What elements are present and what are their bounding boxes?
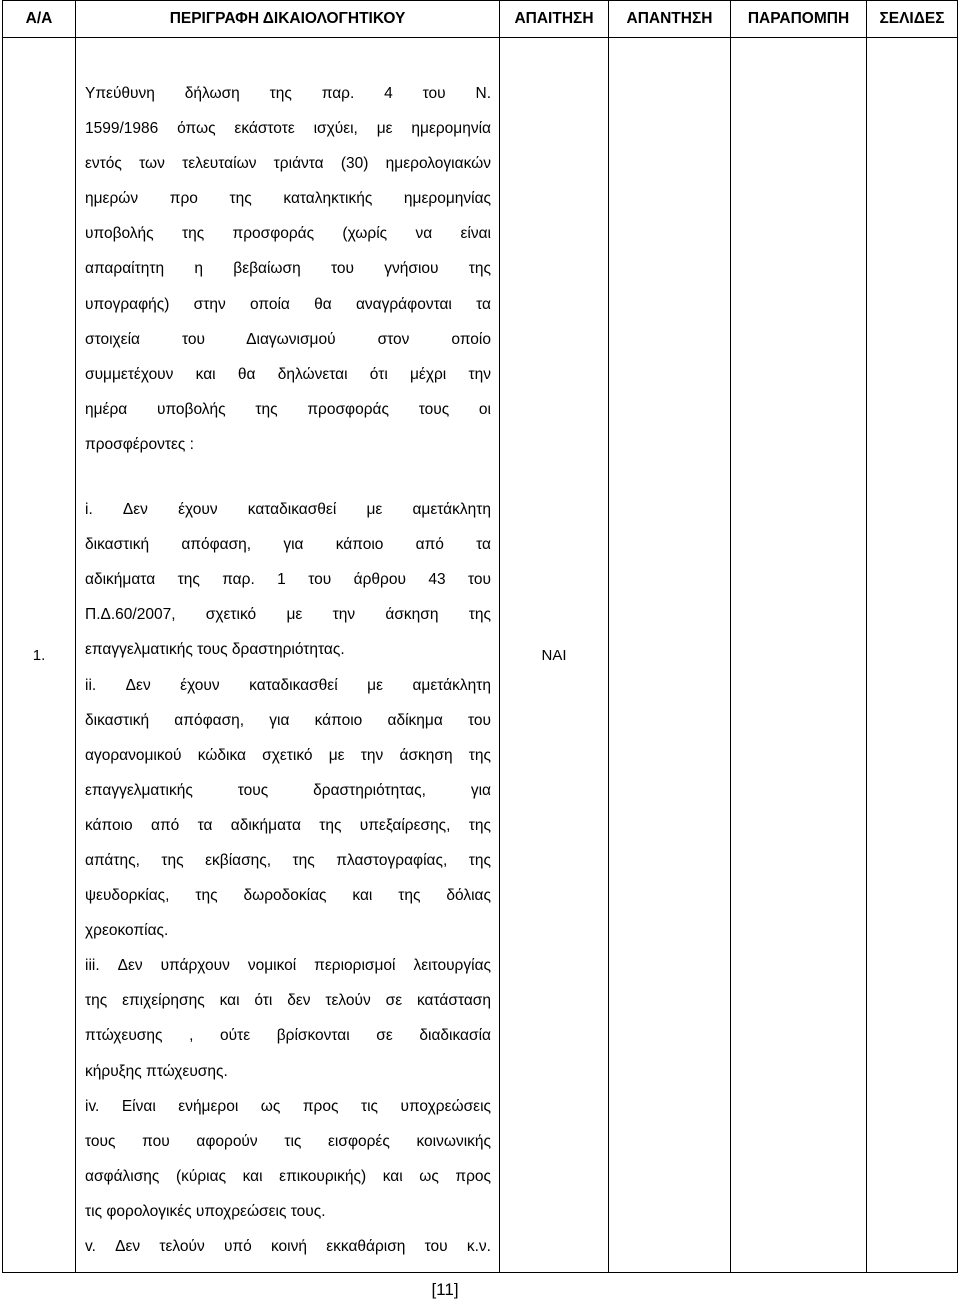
header-row bbox=[3, 1, 958, 38]
desc-line: συμμετέχουν και θα δηλώνεται ότι μέχρι την bbox=[85, 365, 491, 383]
header-pages: ΣΕΛΙΔΕΣ bbox=[867, 1, 958, 38]
answer-cell bbox=[609, 38, 731, 1273]
page-number: [11] bbox=[431, 1280, 459, 1299]
list-item-line: δικαστική απόφαση, για κάποιο από τα bbox=[85, 536, 491, 554]
header-aa: Α/Α bbox=[3, 1, 76, 38]
list-item-line: αγορανομικού κώδικα σχετικό με την άσκηση της bbox=[85, 746, 491, 764]
header-requirement: ΑΠΑΙΤΗΣΗ bbox=[500, 1, 609, 38]
list-item-line: δικαστική απόφαση, για κάποιο αδίκημα του bbox=[85, 711, 491, 729]
header-reference: ΠΑΡΑΠΟΜΠΗ bbox=[731, 1, 867, 38]
row-number: 1. bbox=[3, 38, 76, 1273]
list-item-line: τους που αφορούν τις εισφορές κοινωνικής bbox=[85, 1132, 491, 1150]
list-item-line: αδικήματα της παρ. 1 του άρθρου 43 του bbox=[85, 571, 491, 589]
list-item-line: iii. Δεν υπάρχουν νομικοί περιορισμοί λειτουργίας bbox=[85, 957, 491, 975]
list-item-line: ii. Δεν έχουν καταδικασθεί με αμετάκλητη bbox=[85, 676, 491, 694]
desc-line: ημέρα υποβολής της προσφοράς τους οι bbox=[85, 400, 491, 418]
list-item-line: iv. Είναι ενήμεροι ως προς τις υποχρεώσεις bbox=[85, 1097, 491, 1115]
intro-text bbox=[85, 76, 491, 462]
desc-line: υποβολής της προσφοράς (χωρίς να είναι bbox=[85, 225, 491, 243]
items-list bbox=[85, 492, 491, 1264]
requirement-cell: ΝΑΙ bbox=[500, 38, 609, 1273]
list-item-line: απάτης, της εκβίασης, της πλαστογραφίας, της bbox=[85, 851, 491, 869]
table-row bbox=[3, 38, 958, 1273]
desc-line: εντός των τελευταίων τριάντα (30) ημερολογιακών bbox=[85, 155, 491, 173]
list-item-line: κάποιο από τα αδικήματα της υπεξαίρεσης, της bbox=[85, 816, 491, 834]
desc-line: 1599/1986 όπως εκάστοτε ισχύει, με ημερομηνία bbox=[85, 120, 491, 138]
description-cell bbox=[76, 38, 500, 1273]
desc-line: Υπεύθυνη δήλωση της παρ. 4 του Ν. bbox=[85, 85, 491, 102]
requirements-table bbox=[2, 0, 958, 1273]
list-item-line: της επιχείρησης και ότι δεν τελούν σε κατάσταση bbox=[85, 992, 491, 1010]
list-item-line: v. Δεν τελούν υπό κοινή εκκαθάριση του κ.ν. bbox=[85, 1238, 491, 1255]
desc-line: απαραίτητη η βεβαίωση του γνήσιου της bbox=[85, 260, 491, 278]
reference-cell bbox=[731, 38, 867, 1273]
desc-line: στοιχεία του Διαγωνισμού στον οποίο bbox=[85, 330, 491, 348]
list-item-line: κήρυξης πτώχευσης. bbox=[85, 1062, 228, 1080]
pages-cell bbox=[867, 38, 958, 1273]
list-item-line: επαγγελματικής τους δραστηριότητας, για bbox=[85, 781, 491, 799]
desc-line: υπογραφής) στην οποία θα αναγράφονται τα bbox=[85, 295, 491, 313]
desc-line: προσφέροντες : bbox=[85, 435, 194, 453]
header-description: ΠΕΡΙΓΡΑΦΗ ΔΙΚΑΙΟΛΟΓΗΤΙΚΟΥ bbox=[76, 1, 500, 38]
list-item-line: επαγγελματικής τους δραστηριότητας. bbox=[85, 641, 345, 659]
list-item-line: Π.Δ.60/2007, σχετικό με την άσκηση της bbox=[85, 606, 491, 624]
list-item-line: χρεοκοπίας. bbox=[85, 922, 169, 940]
list-item-line: τις φορολογικές υποχρεώσεις τους. bbox=[85, 1202, 326, 1220]
desc-line: ημερών προ της καταληκτικής ημερομηνίας bbox=[85, 190, 491, 208]
list-item-line: ασφάλισης (κύριας και επικουρικής) και ως προς bbox=[85, 1167, 491, 1185]
header-answer: ΑΠΑΝΤΗΣΗ bbox=[609, 1, 731, 38]
list-item-line: ψευδορκίας, της δωροδοκίας και της δόλιας bbox=[85, 887, 491, 905]
list-item-line: i. Δεν έχουν καταδικασθεί με αμετάκλητη bbox=[85, 501, 491, 519]
list-item-line: πτώχευσης , ούτε βρίσκονται σε διαδικασία bbox=[85, 1027, 491, 1045]
